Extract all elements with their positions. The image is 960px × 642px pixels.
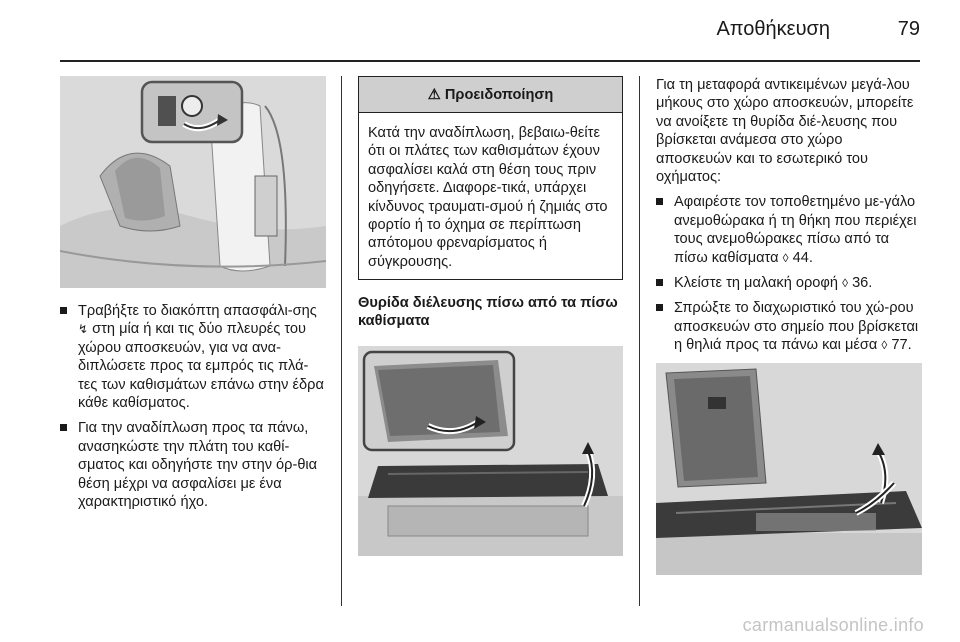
- header-rule: [60, 60, 920, 62]
- warning-box: [358, 76, 623, 280]
- bullet-text: Κλείστε τη μαλακή οροφή: [674, 275, 838, 292]
- pass-through-illustration: [358, 346, 623, 556]
- bullet-marker: [60, 424, 67, 431]
- bullet-text: Για την αναδίπλωση προς τα πάνω, ανασηκώστε την πλάτη του καθί-σματος και οδηγήστε την στην όρ-θια θέση μέχρι να ασφαλίσει με ένα χαρακτηριστικό ήχο.: [78, 420, 318, 511]
- seat-release-drawing: [60, 76, 326, 288]
- page-ref-icon: ◊: [782, 250, 789, 265]
- bullet-marker: [656, 198, 663, 205]
- divider-illustration: [656, 363, 922, 575]
- section-subheading: Θυρίδα διέλευσης πίσω από τα πίσω καθίσματα: [358, 295, 618, 330]
- list-item: [60, 419, 326, 511]
- page-reference[interactable]: 44.: [792, 249, 813, 266]
- page-ref-icon: ◊: [881, 338, 888, 353]
- page-reference[interactable]: 77.: [891, 337, 912, 354]
- list-item: [656, 193, 922, 267]
- column-1: [60, 76, 326, 518]
- bullet-marker: [656, 279, 663, 286]
- list-item: [656, 274, 922, 292]
- warning-header: [359, 77, 622, 113]
- section-title: Αποθήκευση: [716, 18, 830, 40]
- divider-drawing: [656, 363, 922, 575]
- column-divider-2: [639, 76, 640, 606]
- bullet-marker: [656, 304, 663, 311]
- watermark: carmanualsonline.info: [742, 615, 924, 635]
- list-item: [60, 302, 326, 412]
- page-reference[interactable]: 36.: [852, 275, 873, 292]
- bullet-text-part2: στη μία ή και τις δύο πλευρές του χώρου αποσκευών, για να ανα-διπλώσετε προς τα εμπρός τις πλά-τες των καθισμάτων επάνω στην έδρα κάθε καθίσματος.: [78, 321, 324, 412]
- page-ref-icon: ◊: [842, 276, 848, 291]
- column-3: [656, 76, 922, 575]
- col1-instructions: [60, 302, 326, 511]
- page-header: [60, 0, 920, 62]
- column-divider-1: [341, 76, 342, 606]
- warning-title: Προειδοποίηση: [444, 87, 554, 103]
- pass-through-drawing: [358, 346, 623, 556]
- col3-instructions: [656, 193, 922, 354]
- intro-paragraph: Για τη μεταφορά αντικειμένων μεγά-λου μήκους στο χώρο αποσκευών, μπορείτε να ανοίξετε τη θυρίδα διέ-λευσης που βρίσκεται ανάμεσα στο χώρο αποσκευών και το εσωτερικό του οχήματος:: [656, 77, 914, 186]
- list-item: [656, 299, 922, 354]
- bullet-text: Αφαιρέστε τον τοποθετημένο με-γάλο ανεμοθώρακα ή τη θήκη που περιέχει τους ανεμοθώρακες πίσω από τα πίσω καθίσματα: [674, 194, 917, 266]
- warning-text: Κατά την αναδίπλωση, βεβαιω-θείτε ότι οι πλάτες των καθισμάτων έχουν ασφαλίσει καλά στη θέση τους πριν οδηγήσετε. Διαφορε-τικά, υπάρχει κίνδυνος τραυματι-σμού ή ζημιάς στο φορτίο ή το όχημα σε περίπτωση απότομου φρεναρίσματος ή σύγκρουσης.: [368, 125, 608, 270]
- warning-icon: ⚠: [427, 87, 441, 103]
- seat-release-illustration: [60, 76, 326, 288]
- page-number: 79: [897, 18, 920, 40]
- column-2: [358, 76, 623, 556]
- release-switch-icon: ↯: [78, 322, 89, 337]
- bullet-marker: [60, 307, 67, 314]
- bullet-text-part1: Τραβήξτε το διακόπτη απασφάλι-σης: [78, 303, 317, 319]
- bullet-text: Σπρώξτε το διαχωριστικό του χώ-ρου αποσκευών στο σημείο που βρίσκεται η θηλιά προς τα πάνω και μέσα: [674, 300, 919, 354]
